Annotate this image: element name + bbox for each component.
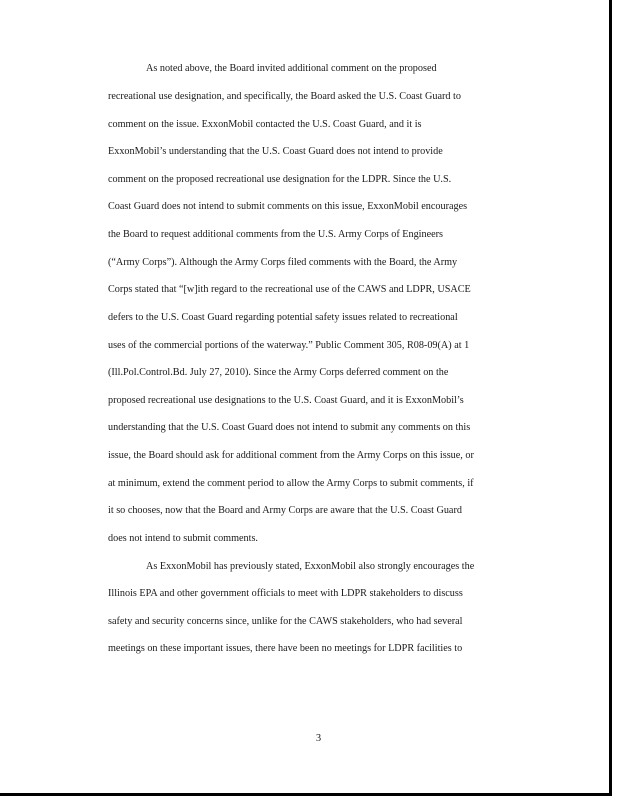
paragraph-line: the Board to request additional comments from the U.S. Army Corps of Engineers — [108, 229, 443, 240]
paragraph-line: uses of the commercial portions of the waterway.” Public Comment 305, R08-09(A) at 1 — [108, 340, 470, 351]
paragraph-line: As ExxonMobil has previously stated, ExxonMobil also strongly encourages the — [146, 561, 475, 572]
paragraph-line: (“Army Corps”). Although the Army Corps filed comments with the Board, the Army — [108, 257, 458, 268]
paragraph-line: (Ill.Pol.Control.Bd. July 27, 2010). Since the Army Corps deferred comment on the — [108, 367, 449, 378]
paragraph-line: safety and security concerns since, unlike for the CAWS stakeholders, who had several — [108, 616, 463, 627]
paragraph-line: does not intend to submit comments. — [108, 533, 258, 544]
paragraph-line: it so chooses, now that the Board and Army Corps are aware that the U.S. Coast Guard — [108, 505, 462, 516]
paragraph-line: proposed recreational use designations to the U.S. Coast Guard, and it is ExxonMobil’s — [108, 395, 464, 406]
paragraph-line: understanding that the U.S. Coast Guard does not intend to submit any comments on this — [108, 422, 471, 433]
paragraph-line: Coast Guard does not intend to submit comments on this issue, ExxonMobil encourages — [108, 201, 468, 212]
paragraph-line: issue, the Board should ask for additional comment from the Army Corps on this issue, or — [108, 450, 474, 461]
paragraph-line: Illinois EPA and other government officials to meet with LDPR stakeholders to discuss — [108, 588, 463, 599]
paragraph-line: recreational use designation, and specifically, the Board asked the U.S. Coast Guard to — [108, 91, 461, 102]
paragraph-line: defers to the U.S. Coast Guard regarding potential safety issues related to recreational — [108, 312, 458, 323]
paragraph-line: meetings on these important issues, there have been no meetings for LDPR facilities to — [108, 643, 463, 654]
paragraph-line: Corps stated that “[w]ith regard to the recreational use of the CAWS and LDPR, USACE — [108, 284, 471, 295]
paragraph-line: As noted above, the Board invited additional comment on the proposed — [146, 63, 437, 74]
paragraph-line: at minimum, extend the comment period to allow the Army Corps to submit comments, if — [108, 478, 474, 489]
paragraph-line: comment on the proposed recreational use designation for the LDPR. Since the U.S. — [108, 174, 452, 185]
paragraph-line: ExxonMobil’s understanding that the U.S. Coast Guard does not intend to provide — [108, 146, 443, 157]
page-number: 3 — [315, 733, 322, 744]
paragraph-line: comment on the issue. ExxonMobil contacted the U.S. Coast Guard, and it is — [108, 119, 422, 130]
